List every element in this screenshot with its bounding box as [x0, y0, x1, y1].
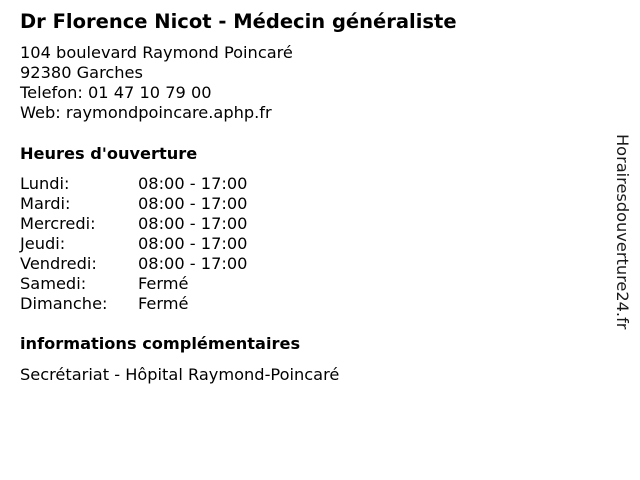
day-label: Mardi: — [20, 194, 71, 213]
hours-row — [20, 294, 247, 314]
hours-row — [20, 234, 247, 254]
hours-row — [20, 274, 247, 294]
address-block — [20, 43, 293, 123]
day-label: Lundi: — [20, 174, 70, 193]
hours-row — [20, 174, 247, 194]
hours-row — [20, 214, 247, 234]
day-label: Dimanche: — [20, 294, 108, 313]
time-value: 08:00 - 17:00 — [138, 234, 248, 253]
time-value: 08:00 - 17:00 — [138, 174, 248, 193]
day-label: Samedi: — [20, 274, 87, 293]
day-label: Jeudi: — [20, 234, 66, 253]
time-value: Fermé — [138, 294, 189, 313]
street-address: 104 boulevard Raymond Poincaré — [20, 43, 293, 62]
day-label: Vendredi: — [20, 254, 97, 273]
city: 92380 Garches — [20, 63, 143, 82]
info-text: Secrétariat - Hôpital Raymond-Poincaré — [20, 365, 340, 384]
hours-table — [20, 174, 247, 314]
page-title: Dr Florence Nicot - Médecin généraliste — [20, 10, 457, 33]
hours-heading: Heures d'ouverture — [20, 144, 198, 163]
hours-row — [20, 194, 247, 214]
time-value: Fermé — [138, 274, 189, 293]
time-value: 08:00 - 17:00 — [138, 254, 248, 273]
phone: Telefon: 01 47 10 79 00 — [20, 83, 212, 102]
day-label: Mercredi: — [20, 214, 96, 233]
time-value: 08:00 - 17:00 — [138, 194, 248, 213]
info-heading: informations complémentaires — [20, 334, 301, 353]
website: Web: raymondpoincare.aphp.fr — [20, 103, 272, 122]
time-value: 08:00 - 17:00 — [138, 214, 248, 233]
site-watermark-label: Horairesdouverture24.fr — [613, 134, 632, 330]
hours-row — [20, 254, 247, 274]
